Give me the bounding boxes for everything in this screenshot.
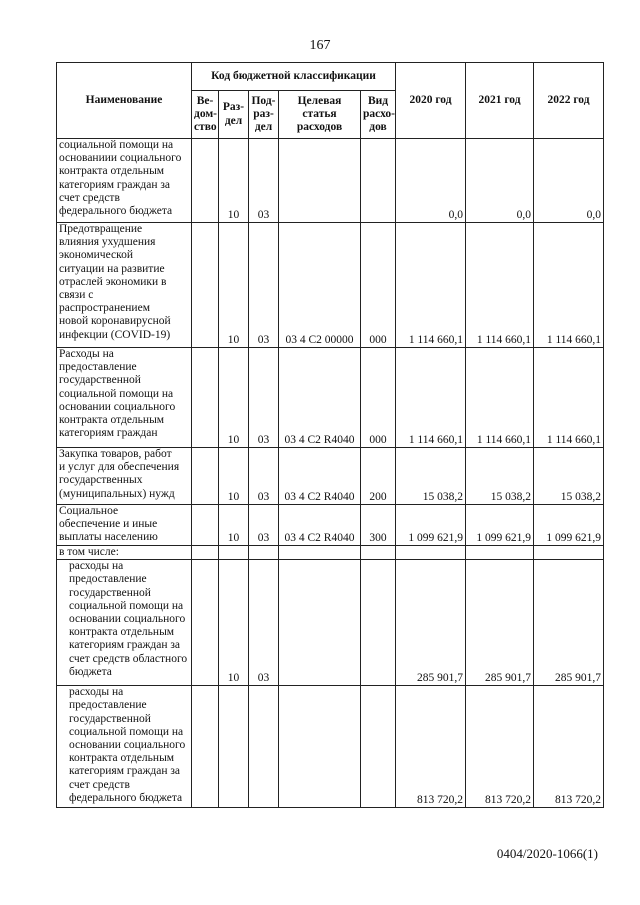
row-amount-2021 bbox=[466, 546, 534, 560]
table-row bbox=[57, 139, 604, 223]
row-target-article: 03 4 C2 R4040 bbox=[279, 348, 361, 448]
row-podrazdel: 03 bbox=[249, 348, 279, 448]
header-target-article: Целевая статья расходов bbox=[279, 91, 361, 139]
row-target-article bbox=[279, 139, 361, 223]
row-name: социальной помощи на основаниии социального контракта отдельным категориям граждан за счет средств федерального бюджета bbox=[57, 139, 192, 223]
row-amount-2021: 813 720,2 bbox=[466, 686, 534, 808]
row-podrazdel: 03 bbox=[249, 505, 279, 546]
row-amount-2021: 1 114 660,1 bbox=[466, 348, 534, 448]
row-amount-2022: 15 038,2 bbox=[534, 448, 604, 505]
row-name: расходы на предоставление государственной социальной помощи на основании социального контракта отдельным категориям граждан за счет средств федерального бюджета bbox=[57, 686, 192, 808]
row-podrazdel: 03 bbox=[249, 223, 279, 348]
table-row bbox=[57, 505, 604, 546]
header-year-2022: 2022 год bbox=[534, 63, 604, 139]
table-row bbox=[57, 348, 604, 448]
row-amount-2021: 0,0 bbox=[466, 139, 534, 223]
row-target-article bbox=[279, 546, 361, 560]
row-name: расходы на предоставление государственной социальной помощи на основании социального контракта отдельным категориям граждан за счет средств областного бюджета bbox=[57, 560, 192, 686]
row-name: Предотвращение влияния ухудшения экономической ситуации на развитие отраслей экономики в связи с распространением новой коронавирусной инфекции (COVID-19) bbox=[57, 223, 192, 348]
row-amount-2022: 1 114 660,1 bbox=[534, 223, 604, 348]
row-amount-2021: 1 114 660,1 bbox=[466, 223, 534, 348]
row-expense-type bbox=[361, 139, 396, 223]
row-razdel: 10 bbox=[219, 560, 249, 686]
table-body bbox=[57, 139, 604, 808]
table-row bbox=[57, 560, 604, 686]
row-razdel: 10 bbox=[219, 448, 249, 505]
page-number: 167 bbox=[309, 38, 331, 53]
row-amount-2022: 0,0 bbox=[534, 139, 604, 223]
row-target-article: 03 4 C2 R4040 bbox=[279, 505, 361, 546]
row-vedomstvo bbox=[192, 448, 219, 505]
row-vedomstvo bbox=[192, 546, 219, 560]
row-vedomstvo bbox=[192, 223, 219, 348]
row-amount-2022 bbox=[534, 546, 604, 560]
row-expense-type: 000 bbox=[361, 348, 396, 448]
row-vedomstvo bbox=[192, 505, 219, 546]
table-row bbox=[57, 448, 604, 505]
header-year-2021: 2021 год bbox=[466, 63, 534, 139]
row-amount-2020: 813 720,2 bbox=[396, 686, 466, 808]
row-amount-2022: 1 099 621,9 bbox=[534, 505, 604, 546]
row-amount-2020: 1 114 660,1 bbox=[396, 348, 466, 448]
row-podrazdel bbox=[249, 546, 279, 560]
row-amount-2021: 15 038,2 bbox=[466, 448, 534, 505]
row-razdel: 10 bbox=[219, 505, 249, 546]
row-amount-2020: 15 038,2 bbox=[396, 448, 466, 505]
row-amount-2022: 813 720,2 bbox=[534, 686, 604, 808]
row-expense-type bbox=[361, 686, 396, 808]
row-vedomstvo bbox=[192, 139, 219, 223]
row-expense-type: 200 bbox=[361, 448, 396, 505]
row-amount-2022: 1 114 660,1 bbox=[534, 348, 604, 448]
row-vedomstvo bbox=[192, 560, 219, 686]
header-name: Наименование bbox=[57, 63, 192, 139]
row-expense-type bbox=[361, 560, 396, 686]
row-vedomstvo bbox=[192, 348, 219, 448]
row-razdel: 10 bbox=[219, 223, 249, 348]
row-amount-2020: 1 099 621,9 bbox=[396, 505, 466, 546]
row-expense-type: 000 bbox=[361, 223, 396, 348]
header-podrazdel: Под- раз- дел bbox=[249, 91, 279, 139]
row-podrazdel bbox=[249, 686, 279, 808]
row-target-article: 03 4 C2 00000 bbox=[279, 223, 361, 348]
header-expense-type: Вид расхо- дов bbox=[361, 91, 396, 139]
row-razdel bbox=[219, 686, 249, 808]
row-target-article bbox=[279, 686, 361, 808]
row-target-article bbox=[279, 560, 361, 686]
row-name: Закупка товаров, работ и услуг для обеспечения государственных (муниципальных) нужд bbox=[57, 448, 192, 505]
header-razdel: Раз- дел bbox=[219, 91, 249, 139]
row-amount-2021: 285 901,7 bbox=[466, 560, 534, 686]
row-amount-2020 bbox=[396, 546, 466, 560]
document-code: 0404/2020-1066(1) bbox=[496, 846, 598, 861]
row-amount-2022: 285 901,7 bbox=[534, 560, 604, 686]
header-budget-classification: Код бюджетной классификации bbox=[192, 63, 396, 91]
row-vedomstvo bbox=[192, 686, 219, 808]
row-razdel: 10 bbox=[219, 139, 249, 223]
row-name: Социальное обеспечение и иные выплаты населению bbox=[57, 505, 192, 546]
row-amount-2020: 285 901,7 bbox=[396, 560, 466, 686]
row-razdel bbox=[219, 546, 249, 560]
row-amount-2020: 0,0 bbox=[396, 139, 466, 223]
row-name: Расходы на предоставление государственной социальной помощи на основании социального контракта отдельным категориям граждан bbox=[57, 348, 192, 448]
row-expense-type: 300 bbox=[361, 505, 396, 546]
table-row bbox=[57, 546, 604, 560]
row-name: в том числе: bbox=[57, 546, 192, 560]
row-podrazdel: 03 bbox=[249, 560, 279, 686]
row-podrazdel: 03 bbox=[249, 139, 279, 223]
row-target-article: 03 4 C2 R4040 bbox=[279, 448, 361, 505]
row-amount-2021: 1 099 621,9 bbox=[466, 505, 534, 546]
table-row bbox=[57, 686, 604, 808]
row-amount-2020: 1 114 660,1 bbox=[396, 223, 466, 348]
table-row bbox=[57, 223, 604, 348]
row-podrazdel: 03 bbox=[249, 448, 279, 505]
header-year-2020: 2020 год bbox=[396, 63, 466, 139]
budget-table bbox=[56, 62, 604, 808]
row-expense-type bbox=[361, 546, 396, 560]
header-vedomstvo: Ве- дом- ство bbox=[192, 91, 219, 139]
row-razdel: 10 bbox=[219, 348, 249, 448]
